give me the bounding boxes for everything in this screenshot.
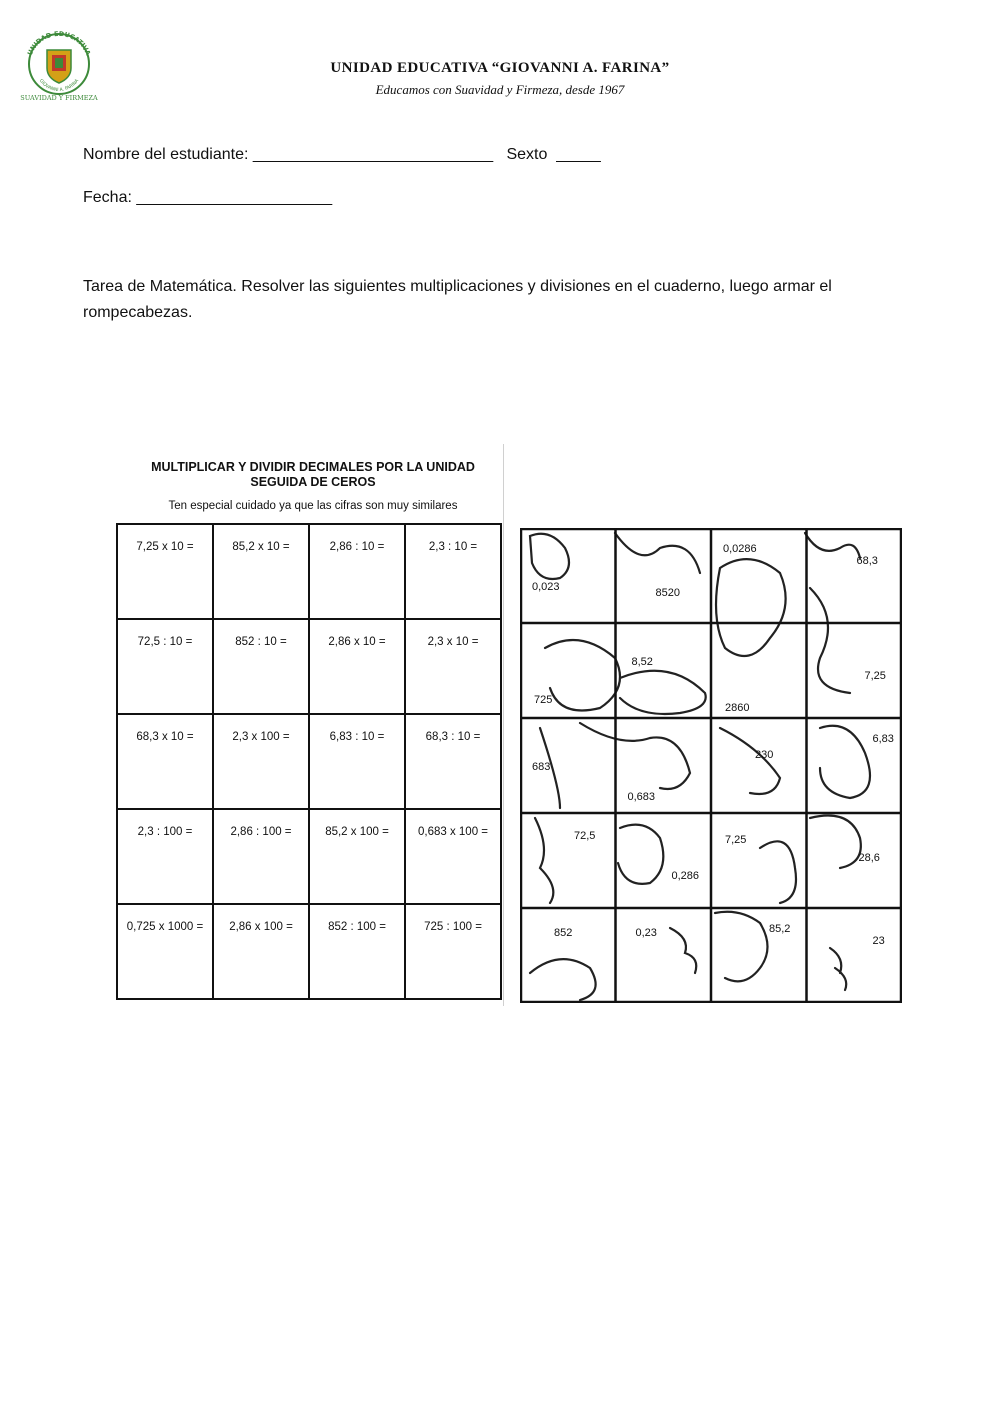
divider-line [503, 444, 504, 1006]
instructions-text: Tarea de Matemática. Resolver las siguientes multiplicaciones y divisiones en el cuaderno, luego armar el rompecabezas. [83, 278, 832, 321]
puzzle-answer-label: 2860 [725, 702, 750, 714]
worksheet-title-line2: SEGUIDA DE CEROS [250, 475, 376, 489]
exercise-text: 2,3 : 100 = [137, 826, 193, 838]
worksheet-subtitle: Ten especial cuidado ya que las cifras son muy similares [168, 500, 458, 512]
exercise-cell [309, 619, 405, 714]
exercise-text: 6,83 : 10 = [329, 731, 385, 743]
exercise-text: 7,25 x 10 = [136, 541, 194, 553]
exercise-text: 68,3 : 10 = [425, 731, 481, 743]
exercise-text: 2,86 : 100 = [230, 826, 292, 838]
exercise-text: 2,3 : 10 = [428, 541, 478, 553]
exercise-cell [117, 809, 213, 904]
logo-text-top: UNIDAD EDUCATIVA [25, 29, 93, 57]
exercise-cell [309, 714, 405, 809]
exercise-text: 852 : 100 = [328, 921, 386, 933]
exercise-text: 2,86 x 10 = [328, 636, 386, 648]
puzzle-answer-label: 0,23 [635, 927, 657, 939]
puzzle-answer-label: 68,3 [856, 555, 878, 567]
exercise-text: 2,86 x 100 = [229, 921, 293, 933]
exercise-cell [213, 524, 309, 619]
exercise-cell [405, 714, 501, 809]
logo-text-bottom: SUAVIDAD Y FIRMEZA [20, 94, 98, 102]
puzzle-answer-label: 0,286 [671, 870, 700, 882]
student-name-field: Nombre del estudiante: ___________________________ Sexto _____ [83, 146, 601, 163]
puzzle-answer-label: 0,0286 [723, 543, 757, 555]
exercise-text: 2,3 x 100 = [232, 731, 290, 743]
school-motto: Educamos con Suavidad y Firmeza, desde 1967 [375, 82, 625, 97]
worksheet-title [118, 460, 508, 490]
exercise-text: 72,5 : 10 = [137, 636, 193, 648]
puzzle-answer-label: 0,023 [532, 581, 560, 593]
exercise-cell [309, 524, 405, 619]
puzzle-answer-label: 8520 [655, 587, 680, 599]
exercise-cell [405, 619, 501, 714]
exercise-text: 85,2 x 100 = [325, 826, 389, 838]
puzzle-answer-label: 23 [872, 935, 885, 947]
puzzle-answer-label: 725 [534, 694, 553, 706]
exercise-cell [213, 714, 309, 809]
puzzle-answer-label: 8,52 [631, 656, 653, 668]
exercise-text: 0,683 x 100 = [417, 826, 489, 838]
exercise-text: 2,86 : 10 = [329, 541, 385, 553]
exercise-row [117, 524, 501, 619]
date-field: Fecha: ______________________ [83, 189, 333, 206]
exercise-cell [117, 619, 213, 714]
exercise-cell [117, 524, 213, 619]
puzzle-answer-label: 852 [554, 927, 573, 939]
exercise-cell [405, 904, 501, 999]
puzzle-answer-label: 28,6 [858, 852, 880, 864]
puzzle-illustration [530, 533, 870, 1000]
exercise-cell [117, 714, 213, 809]
puzzle-answer-label: 72,5 [574, 830, 596, 842]
school-name: UNIDAD EDUCATIVA “GIOVANNI A. FARINA” [330, 60, 670, 76]
exercise-row [117, 619, 501, 714]
worksheet-title-line1: MULTIPLICAR Y DIVIDIR DECIMALES POR LA UNIDAD [151, 460, 475, 474]
puzzle-answer-label: 7,25 [864, 670, 886, 682]
exercise-cell [213, 809, 309, 904]
exercise-row [117, 809, 501, 904]
puzzle-answer-label: 0,683 [627, 791, 656, 803]
exercise-row [117, 714, 501, 809]
exercise-cell [309, 809, 405, 904]
puzzle-answer-label: 230 [755, 749, 774, 761]
puzzle-answer-label: 683 [532, 761, 551, 773]
exercise-grid [116, 523, 502, 1000]
exercise-text: 852 : 10 = [235, 636, 287, 648]
puzzle-answer-label: 85,2 [769, 923, 791, 935]
exercise-cell [309, 904, 405, 999]
exercise-text: 725 : 100 = [424, 921, 482, 933]
exercise-cell [213, 619, 309, 714]
exercise-text: 68,3 x 10 = [136, 731, 194, 743]
exercise-cell [405, 809, 501, 904]
exercise-cell [405, 524, 501, 619]
exercise-text: 0,725 x 1000 = [126, 921, 204, 933]
puzzle-grid [520, 528, 902, 1003]
exercise-cell [213, 904, 309, 999]
logo-text-name: GIOVANNI A. FARINA [37, 78, 81, 94]
puzzle-answer-label: 7,25 [725, 834, 747, 846]
exercise-text: 2,3 x 10 = [427, 636, 479, 648]
exercise-row [117, 904, 501, 999]
exercise-text: 85,2 x 10 = [232, 541, 290, 553]
exercise-cell [117, 904, 213, 999]
puzzle-answer-label: 6,83 [872, 733, 894, 745]
